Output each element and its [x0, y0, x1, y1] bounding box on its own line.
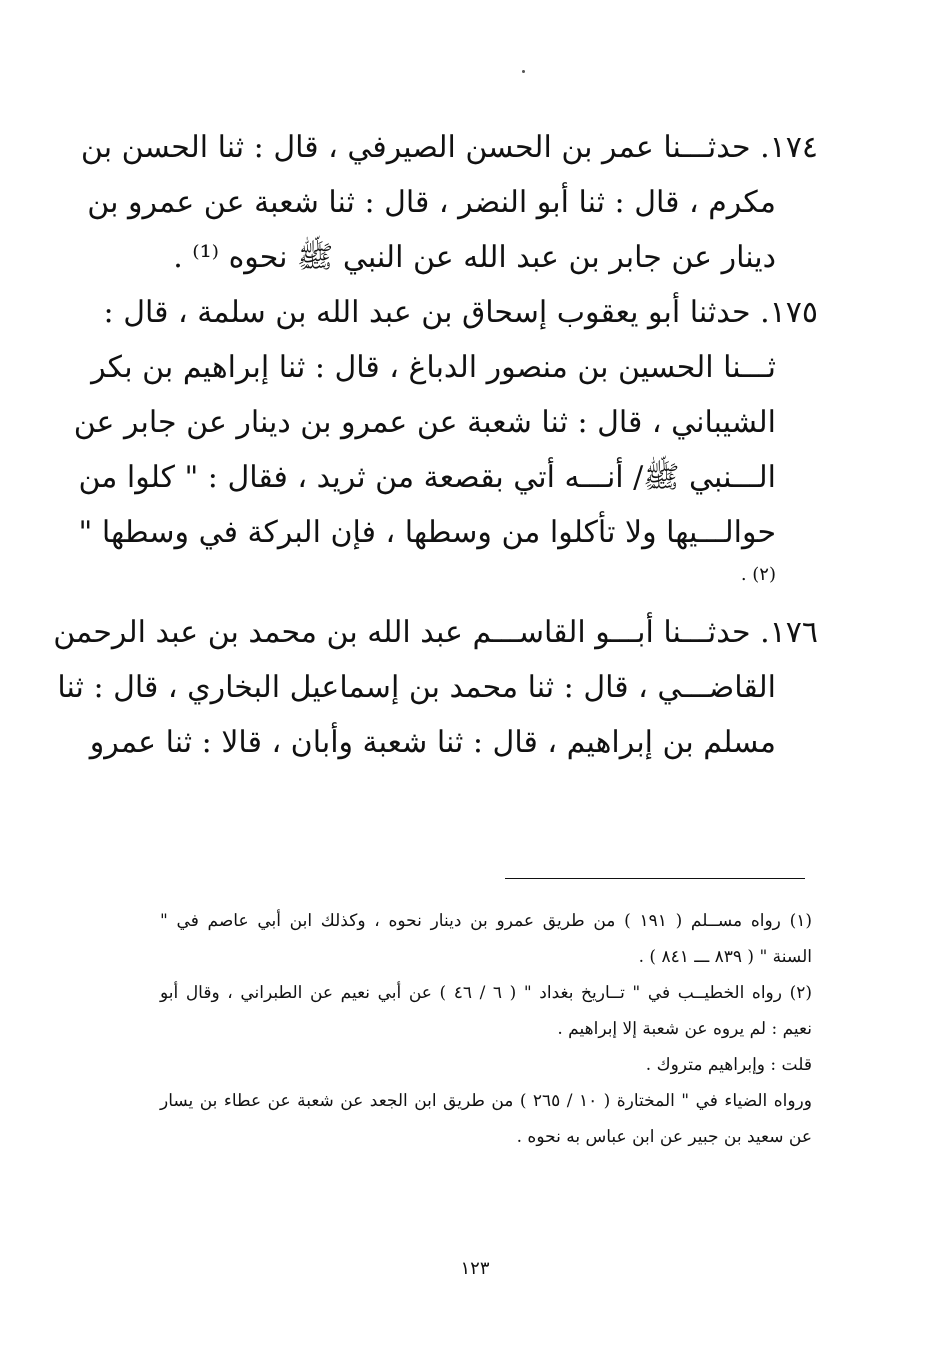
footnote-2-line-2: نعيم : لم يروه عن شعبة إلا إبراهيم . — [557, 1019, 812, 1039]
hadith-175-line-2: ثـــنا الحسين بن منصور الدباغ ، قال : ثنا إبراهيم بن بكر — [91, 350, 776, 385]
hadith-175-line-3: الشيباني ، قال : ثنا شعبة عن عمرو بن دينار عن جابر عن — [73, 405, 776, 440]
footnote-2-line-4: ورواه الضياء في " المختارة ( ١٠ / ٢٦٥ ) من طريق ابن الجعد عن شعبة عن عطاء بن يسار — [160, 1091, 812, 1111]
page-number: ١٢٣ — [460, 1258, 490, 1279]
hadith-175-line-4: الـــنبي ﷺ/ أنـــه أتي بقصعة من ثريد ، فقال : " كلوا من — [78, 460, 776, 495]
hadith-176-line-2: القاضـــي ، قال : ثنا محمد بن إسماعيل البخاري ، قال : ثنا — [57, 670, 776, 705]
footnote-2-line-3: قلت : وإبراهيم متروك . — [645, 1055, 812, 1075]
speck — [522, 70, 525, 73]
footnote-1-line-2: السنة " ( ٨٣٩ ـــ ٨٤١ ) . — [638, 947, 812, 967]
footnote-1-line-1: (١) رواه مســلم ( ١٩١ ) من طريق عمرو بن دينار نحوه ، وكذلك ابن أبي عاصم في " — [160, 911, 813, 931]
hadith-174-line-3: دينار عن جابر بن عبد الله عن النبي ﷺ نحوه ⁽¹⁾ . — [173, 240, 776, 275]
hadith-175-footnote-ref: (٢) . — [740, 564, 776, 585]
hadith-174-line-1: ١٧٤. حدثـــنا عمر بن الحسن الصيرفي ، قال : ثنا الحسن بن — [80, 130, 818, 165]
hadith-174-line-2: مكرم ، قال : ثنا أبو النضر ، قال : ثنا شعبة عن عمرو بن — [87, 185, 776, 220]
hadith-175-line-1: ١٧٥. حدثنا أبو يعقوب إسحاق بن عبد الله بن سلمة ، قال : — [103, 295, 818, 330]
footnote-2-line-1: (٢) رواه الخطيــب في " تــاريخ بغداد " ( ٦ / ٤٦ ) عن أبي نعيم عن الطبراني ، وقال أبو — [160, 983, 812, 1003]
main-text — [53, 120, 818, 770]
hadith-175-line-5: حوالـــيها ولا تأكلوا من وسطها ، فإن البركة في وسطها " — [78, 515, 776, 550]
footnote-separator — [505, 878, 805, 879]
footnotes — [160, 903, 812, 1155]
footnote-2-line-5: عن سعيد بن جبير عن ابن عباس به نحوه . — [516, 1127, 812, 1147]
hadith-176-line-3: مسلم بن إبراهيم ، قال : ثنا شعبة وأبان ، قالا : ثنا عمرو — [89, 725, 776, 760]
hadith-176-line-1: ١٧٦. حدثـــنا أبـــو القاســـم عبد الله بن محمد بن عبد الرحمن — [53, 615, 818, 650]
